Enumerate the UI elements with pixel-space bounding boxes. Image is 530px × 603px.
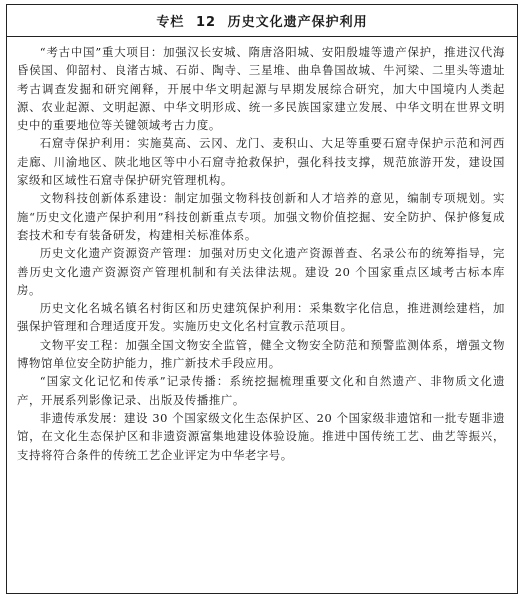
- paragraph-grotto-protection: 石窟寺保护利用：实施莫高、云冈、龙门、麦积山、大足等重要石窟寺保护示范和河西走廊、川渝地区、陕北地区等中小石窟寺抢救保护，强化科技支撑，规范旅游开发，建设国家级和区域性石窟寺保护研究管理机构。: [17, 136, 505, 188]
- paragraph-heritage-tech-innovation: 文物科技创新体系建设：制定加强文物科技创新和人才培养的意见，编制专项规划。实施“历史文化遗产保护利用”科技创新重点专项。加强文物价值挖掘、安全防护、保护修复成套技术和专有装备研发，构建相关标准体系。: [17, 191, 505, 242]
- paragraph-relics-safety: 文物平安工程：加强全国文物安全监管，健全文物安全防范和预警监测体系，增强文物博物馆单位安全防护能力，推广新技术手段应用。: [17, 337, 505, 371]
- paragraph-intangible-heritage: 非遗传承发展：建设 30 个国家级文化生态保护区、20 个国家级非遗馆和一批专题非遗馆，在文化生态保护区和非遗资源富集地建设体验设施。推进中国传统工艺、曲艺等振兴，支持将符合条件的传统工艺企业评定为中华老字号。: [17, 410, 505, 462]
- paragraph-historic-cities-protection: 历史文化名城名镇名村街区和历史建筑保护利用：采集数字化信息，推进测绘建档，加强保护管理和合理适度开发。实施历史文化名村宣教示范项目。: [17, 301, 505, 334]
- column-title-bar: [7, 5, 517, 37]
- paragraph-cultural-memory: “国家文化记忆和传承”记录传播：系统挖掘梳理重要文化和自然遗产、非物质文化遗产，开展系列影像记录、出版及传播推广。: [17, 374, 505, 407]
- column-title: 专栏 12 历史文化遗产保护利用: [156, 15, 368, 30]
- column-box: [6, 4, 518, 594]
- paragraph-heritage-asset-management: 历史文化遗产资源资产管理：加强对历史文化遗产资源普查、名录公布的统筹指导，完善历史文化遗产资源资产管理机制和有关法律法规。建设 20 个国家重点区域考古标本库房。: [17, 246, 505, 297]
- column-content: [17, 43, 505, 464]
- paragraph-archaeology-china: “考古中国”重大项目：加强汉长安城、隋唐洛阳城、安阳殷墟等遗产保护，推进汉代海昏侯国、仰韶村、良渚古城、石峁、陶寺、三星堆、曲阜鲁国故城、牛河梁、二里头等遗址考古调查发掘和研究阐释，开展中华文明起源与早期发展综合研究，加大中国境内人类起源、农业起源、文明起源、中华文明形成、统一多民族国家建立发展、中华文明在世界文明史中的重要地位等关键领域考古力度。: [17, 45, 505, 133]
